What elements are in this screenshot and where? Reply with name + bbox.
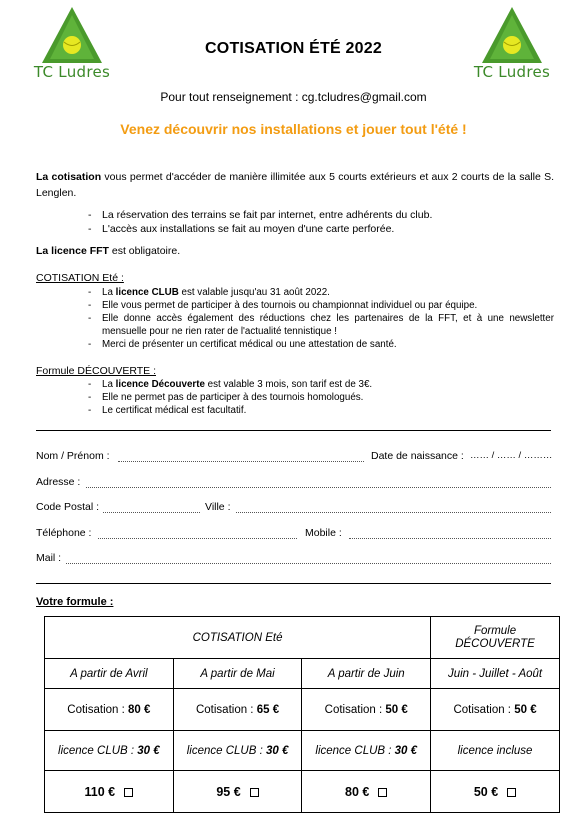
adresse-label: Adresse :	[36, 476, 81, 488]
total-cell[interactable]: 95 €	[173, 771, 302, 813]
nom-label: Nom / Prénom :	[36, 450, 110, 462]
period-cell: A partir de Avril	[45, 659, 174, 689]
intro-text: vous permet d'accéder de manière illimitée aux 5 courts extérieurs et aux 2 courts de la salle S. Lenglen.	[36, 171, 554, 199]
cotisation-cell: Cotisation : 50 €	[431, 689, 560, 731]
licence-incluse-cell: licence incluse	[431, 731, 560, 771]
list-item: - La réservation des terrains se fait par internet, entre adhérents du club.	[88, 208, 558, 222]
licence-cell: licence CLUB : 30 €	[302, 731, 431, 771]
formule-heading: Votre formule :	[36, 596, 114, 608]
checkbox[interactable]	[124, 788, 133, 797]
list-item: - La licence CLUB est valable jusqu'au 31 août 2022.	[88, 286, 554, 299]
col-decouverte-header: Formule DÉCOUVERTE	[431, 617, 560, 659]
licence-cell: licence CLUB : 30 €	[173, 731, 302, 771]
divider	[36, 430, 551, 431]
cotisation-cell: Cotisation : 50 €	[302, 689, 431, 731]
divider	[36, 583, 551, 584]
ville-label: Ville :	[205, 501, 231, 513]
period-cell: Juin - Juillet - Août	[431, 659, 560, 689]
licence-text: est obligatoire.	[108, 245, 181, 257]
logo-text: TC Ludres	[33, 63, 111, 81]
total-cell[interactable]: 50 €	[431, 771, 560, 813]
list-item: - L'accès aux installations se fait au moyen d'une carte perforée.	[88, 222, 558, 236]
intro-bullets	[88, 208, 558, 236]
logo-text: TC Ludres	[473, 63, 551, 81]
club-bullets	[88, 286, 554, 351]
intro-lead: La cotisation	[36, 171, 102, 183]
list-item: - La licence Découverte est valable 3 mois, son tarif est de 3€.	[88, 378, 554, 391]
formule-table	[44, 616, 560, 813]
contact-line: Pour tout renseignement : cg.tcludres@gmail.com	[160, 90, 427, 104]
cotisation-cell: Cotisation : 65 €	[173, 689, 302, 731]
cotisation-cell: Cotisation : 80 €	[45, 689, 174, 731]
mail-field[interactable]	[66, 563, 551, 564]
decouverte-heading: Formule DÉCOUVERTE :	[36, 365, 156, 377]
nom-field[interactable]	[118, 461, 364, 462]
checkbox[interactable]	[250, 788, 259, 797]
naissance-field[interactable]: …… / …… / ………	[470, 450, 553, 461]
period-cell: A partir de Juin	[302, 659, 431, 689]
telephone-label: Téléphone :	[36, 527, 92, 539]
list-item: - Elle vous permet de participer à des tournois ou championnat individuel ou par équipe.	[88, 299, 554, 312]
tagline: Venez découvrir nos installations et jouer tout l'été !	[120, 121, 467, 137]
licence-cell: licence CLUB : 30 €	[45, 731, 174, 771]
list-item: - Le certificat médical est facultatif.	[88, 404, 554, 417]
mobile-field[interactable]	[349, 538, 551, 539]
adresse-field[interactable]	[86, 487, 551, 488]
mail-label: Mail :	[36, 552, 62, 564]
list-item: - Elle ne permet pas de participer à des tournois homologués.	[88, 391, 554, 404]
ville-field[interactable]	[236, 512, 551, 513]
list-item: - Elle donne accès également des réductions chez les partenaires de la FFT, et à une newsletter mensuelle pour ne rien rater de l'actualité tennistique !	[88, 312, 554, 338]
telephone-field[interactable]	[98, 538, 297, 539]
total-cell[interactable]: 110 €	[45, 771, 174, 813]
licence-bold: La licence FFT	[36, 245, 109, 257]
period-cell: A partir de Mai	[173, 659, 302, 689]
checkbox[interactable]	[507, 788, 516, 797]
checkbox[interactable]	[378, 788, 387, 797]
page-title: COTISATION ÉTÉ 2022	[205, 40, 382, 57]
cp-field[interactable]	[103, 512, 200, 513]
total-cell[interactable]: 80 €	[302, 771, 431, 813]
cp-label: Code Postal :	[36, 501, 100, 513]
club-heading: COTISATION Eté :	[36, 272, 124, 284]
mobile-label: Mobile :	[305, 527, 342, 539]
list-item: - Merci de présenter un certificat médical ou une attestation de santé.	[88, 338, 554, 351]
col-group-header: COTISATION Eté	[45, 617, 431, 659]
licence-note	[36, 243, 554, 259]
decouverte-bullets	[88, 378, 554, 417]
naissance-label: Date de naissance :	[371, 450, 464, 462]
intro-paragraph	[36, 169, 554, 201]
